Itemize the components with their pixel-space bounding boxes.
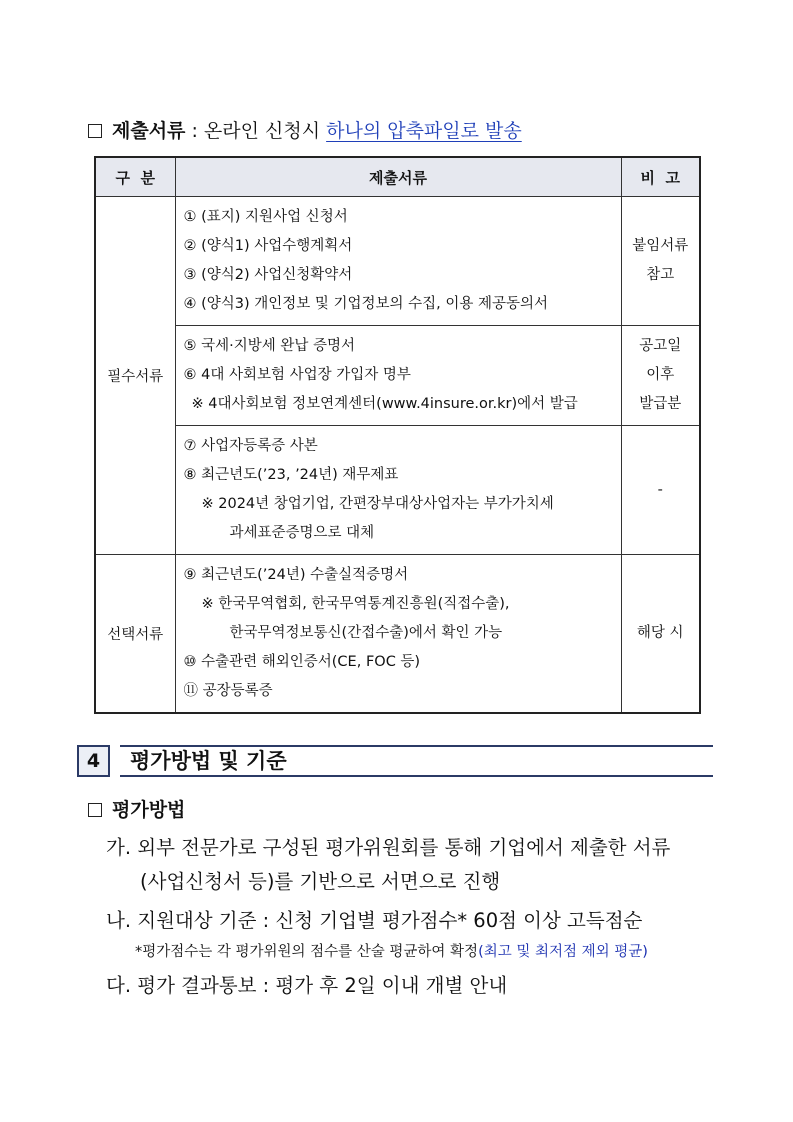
section-number: 4 <box>77 745 110 777</box>
score-note <box>135 940 648 961</box>
list-note: ※ 한국무역협회, 한국무역통계진흥원(직접수출), <box>201 596 510 612</box>
remark-line: 발급분 <box>639 396 682 412</box>
submission-heading-link: 하나의 압축파일로 발송 <box>326 120 522 142</box>
list-note-continued: 한국무역정보통신(간접수출)에서 확인 가능 <box>229 625 503 641</box>
table-row <box>95 197 700 326</box>
list-item: ② (양식1) 사업수행계획서 <box>183 238 353 254</box>
header-remarks: 비 고 <box>621 157 700 197</box>
remark-line: 참고 <box>646 267 675 283</box>
paragraph-da: 다. 평가 결과통보 : 평가 후 2일 이내 개별 안내 <box>106 974 508 997</box>
submission-heading-rest: : 온라인 신청시 <box>185 120 327 142</box>
list-item: ④ (양식3) 개인정보 및 기업정보의 수집, 이용 제공동의서 <box>183 296 549 312</box>
table-header-row <box>95 157 700 197</box>
documents-table <box>94 156 701 714</box>
table-row <box>95 326 700 426</box>
list-item: ① (표지) 지원사업 신청서 <box>183 209 348 225</box>
required-group-2 <box>175 326 621 426</box>
list-item: ⑨ 최근년도(’24년) 수출실적증명서 <box>183 567 409 583</box>
paragraph-ga: 가. 외부 전문가로 구성된 평가위원회를 통해 기업에서 제출한 서류 <box>106 836 671 859</box>
paragraph-na: 나. 지원대상 기준 : 신청 기업별 평가점수* 60점 이상 고득점순 <box>106 909 643 932</box>
list-note: ※ 4대사회보험 정보연계센터(www.4insure.or.kr)에서 발급 <box>191 396 578 412</box>
remark-cell <box>621 197 700 326</box>
remark-line: 붙임서류 <box>632 238 689 254</box>
remark-cell <box>621 326 700 426</box>
submission-heading-bold: 제출서류 <box>112 120 186 142</box>
required-category: 필수서류 <box>95 197 175 555</box>
paragraph-ga-continued: (사업신청서 등)를 기반으로 서면으로 진행 <box>140 870 501 893</box>
score-note-highlight: (최고 및 최저점 제외 평균) <box>478 944 648 960</box>
required-group-1 <box>175 197 621 326</box>
list-item: ⑦ 사업자등록증 사본 <box>183 438 318 454</box>
method-heading <box>88 795 185 822</box>
method-heading-text: 평가방법 <box>112 799 186 821</box>
list-note-continued: 과세표준증명으로 대체 <box>229 525 375 541</box>
list-item: ③ (양식2) 사업신청확약서 <box>183 267 353 283</box>
list-item: ⑧ 최근년도(’23, ’24년) 재무제표 <box>183 467 399 483</box>
table-row <box>95 426 700 555</box>
remark-line: 공고일 <box>639 338 682 354</box>
score-note-text: *평가점수는 각 평가위원의 점수를 산술 평균하여 확정 <box>135 944 479 960</box>
remark-line: 이후 <box>646 367 675 383</box>
remark-cell: 해당 시 <box>621 555 700 714</box>
section-title: 평가방법 및 기준 <box>120 745 713 777</box>
list-item: ⑪ 공장등록증 <box>183 683 273 699</box>
list-item: ⑤ 국세·지방세 완납 증명서 <box>183 338 356 354</box>
list-item: ⑥ 4대 사회보험 사업장 가입자 명부 <box>183 367 411 383</box>
list-note: ※ 2024년 창업기업, 간편장부대상사업자는 부가가치세 <box>201 496 554 512</box>
remark-cell: - <box>621 426 700 555</box>
optional-category: 선택서류 <box>95 555 175 714</box>
required-group-3 <box>175 426 621 555</box>
checkbox-square-icon <box>88 124 102 138</box>
list-item: ⑩ 수출관련 해외인증서(CE, FOC 등) <box>183 654 421 670</box>
submission-heading <box>88 116 522 143</box>
header-category: 구 분 <box>95 157 175 197</box>
table-row <box>95 555 700 714</box>
checkbox-square-icon <box>88 803 102 817</box>
header-documents: 제출서류 <box>175 157 621 197</box>
optional-group <box>175 555 621 714</box>
